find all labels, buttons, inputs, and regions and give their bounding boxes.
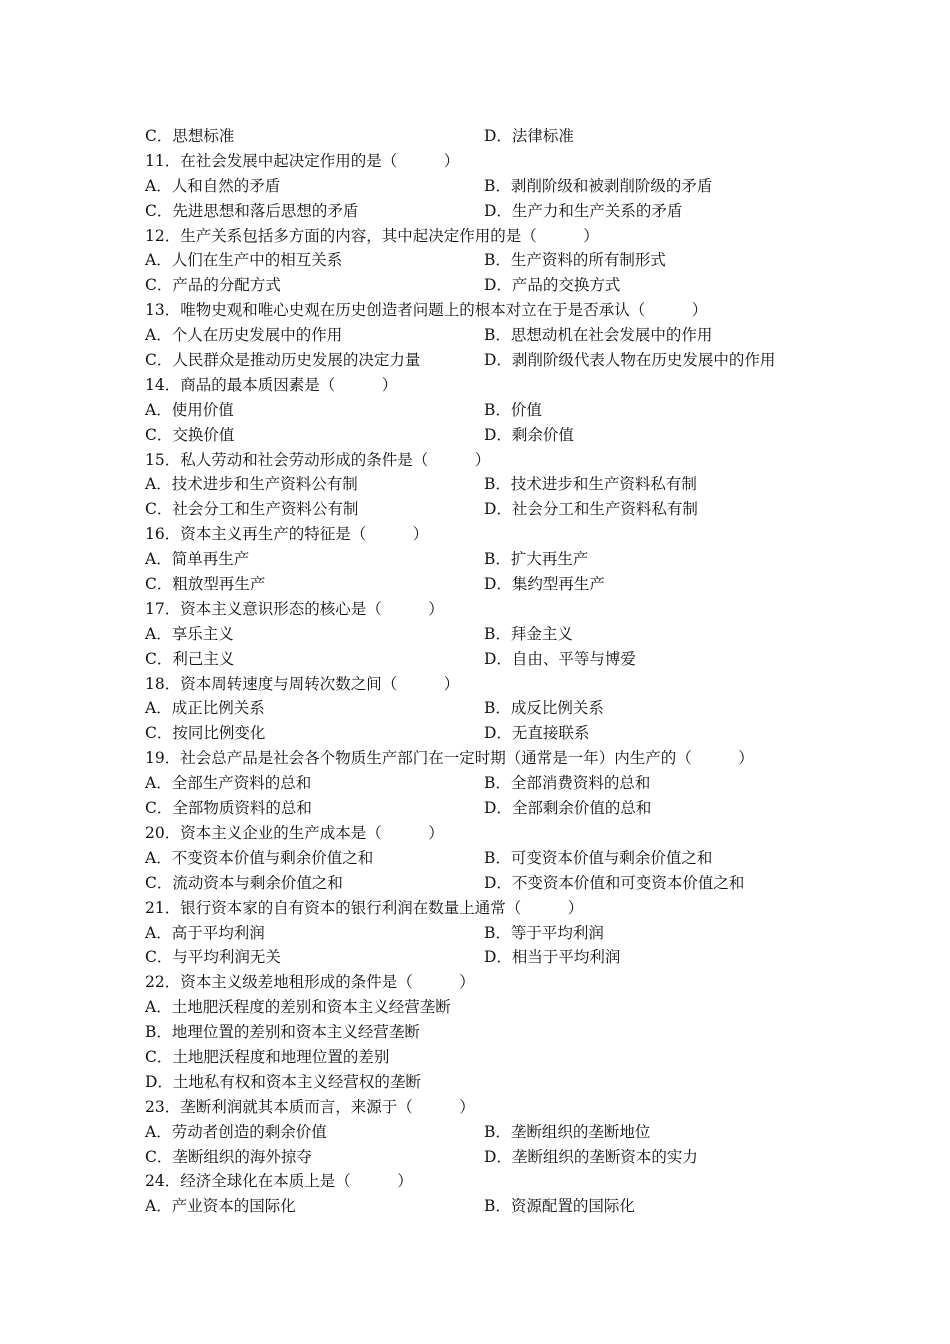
question-text: 15．私人劳动和社会劳动形成的条件是（ ）	[145, 450, 491, 469]
option-row	[145, 921, 845, 946]
option-left: C．利己主义	[145, 649, 235, 668]
option-row	[145, 248, 845, 273]
question-text: 23．垄断利润就其本质而言，来源于（ ）	[145, 1097, 475, 1116]
option-row	[145, 1145, 845, 1170]
option-left: A．个人在历史发展中的作用	[145, 326, 343, 345]
option-right: D．集约型再生产	[484, 575, 605, 594]
option-right: B．技术进步和生产资料私有制	[484, 475, 697, 494]
question-line	[145, 1169, 845, 1194]
option-left: C．交换价值	[145, 425, 235, 444]
question-line	[145, 821, 845, 846]
option-right: D．垄断组织的垄断资本的实力	[484, 1147, 698, 1166]
question-line	[145, 597, 845, 622]
question-text: 24．经济全球化在本质上是（ ）	[145, 1172, 413, 1191]
question-line	[145, 373, 845, 398]
question-text: 21．银行资本家的自有资本的银行利润在数量上通常（ ）	[145, 898, 584, 917]
option-left: A．劳动者创造的剩余价值	[145, 1122, 327, 1141]
option-left: C．思想标准	[145, 127, 235, 145]
option-left: C．人民群众是推动历史发展的决定力量	[145, 351, 421, 370]
option-right: D．产品的交换方式	[484, 276, 621, 295]
question-text: B．地理位置的差别和资本主义经营垄断	[145, 1023, 420, 1042]
option-row	[145, 199, 845, 224]
question-text: 20．资本主义企业的生产成本是（ ）	[145, 823, 444, 842]
option-right: D．自由、平等与博爱	[484, 649, 636, 668]
question-line	[145, 672, 845, 697]
exam-document	[145, 124, 845, 1219]
option-left: A．不变资本价值与剩余价值之和	[145, 848, 374, 867]
option-row	[145, 771, 845, 796]
option-left: A．使用价值	[145, 400, 234, 419]
option-right: B．资源配置的国际化	[484, 1197, 635, 1216]
option-row	[145, 622, 845, 647]
question-line	[145, 224, 845, 249]
question-line	[145, 746, 845, 771]
question-text: 22．资本主义级差地租形成的条件是（ ）	[145, 973, 475, 992]
question-line	[145, 896, 845, 921]
option-row	[145, 124, 845, 149]
option-left: A．产业资本的国际化	[145, 1197, 296, 1216]
option-row	[145, 696, 845, 721]
option-row	[145, 323, 845, 348]
option-right: D．法律标准	[484, 127, 574, 145]
option-right: B．生产资料的所有制形式	[484, 251, 666, 270]
option-row	[145, 572, 845, 597]
option-right: D．全部剩余价值的总和	[484, 799, 652, 818]
option-right: D．剩余价值	[484, 425, 574, 444]
question-text: D．土地私有权和资本主义经营权的垄断	[145, 1072, 421, 1091]
option-left: A．简单再生产	[145, 550, 250, 569]
question-line	[145, 298, 845, 323]
option-row	[145, 273, 845, 298]
option-right: D．无直接联系	[484, 724, 590, 743]
option-right: B．全部消费资料的总和	[484, 774, 651, 793]
option-right: D．生产力和生产关系的矛盾	[484, 201, 683, 220]
option-left: C．与平均利润无关	[145, 948, 281, 967]
question-line	[145, 149, 845, 174]
question-text: 17．资本主义意识形态的核心是（ ）	[145, 599, 444, 618]
option-right: D．相当于平均利润	[484, 948, 621, 967]
option-row	[145, 945, 845, 970]
option-right: D．剥削阶级代表人物在历史发展中的作用	[484, 351, 776, 370]
option-right: B．垄断组织的垄断地位	[484, 1122, 651, 1141]
question-line	[145, 448, 845, 473]
option-row	[145, 846, 845, 871]
question-text: 13．唯物史观和唯心史观在历史创造者问题上的根本对立在于是否承认（ ）	[145, 301, 708, 320]
option-left: C．垄断组织的海外掠夺	[145, 1147, 312, 1166]
option-left: A．人们在生产中的相互关系	[145, 251, 343, 270]
option-row	[145, 547, 845, 572]
question-line	[145, 522, 845, 547]
option-right: B．成反比例关系	[484, 699, 604, 718]
option-row	[145, 796, 845, 821]
option-left: A．高于平均利润	[145, 923, 265, 942]
option-left: C．产品的分配方式	[145, 276, 281, 295]
option-right: D．不变资本价值和可变资本价值之和	[484, 873, 745, 892]
option-row	[145, 871, 845, 896]
option-left: C．按同比例变化	[145, 724, 266, 743]
question-text: C．土地肥沃程度和地理位置的差别	[145, 1047, 390, 1066]
option-left: A．人和自然的矛盾	[145, 176, 281, 195]
option-right: B．可变资本价值与剩余价值之和	[484, 848, 713, 867]
option-row	[145, 1120, 845, 1145]
option-right: B．扩大再生产	[484, 550, 589, 569]
question-text: 19．社会总产品是社会各个物质生产部门在一定时期（通常是一年）内生产的（ ）	[145, 749, 754, 768]
question-line	[145, 970, 845, 995]
option-row	[145, 348, 845, 373]
option-left: C．全部物质资料的总和	[145, 799, 312, 818]
option-row	[145, 423, 845, 448]
option-left: A．全部生产资料的总和	[145, 774, 312, 793]
option-left: C．粗放型再生产	[145, 575, 266, 594]
option-right: B．剥削阶级和被剥削阶级的矛盾	[484, 176, 713, 195]
question-line	[145, 1045, 845, 1070]
option-row	[145, 174, 845, 199]
question-text: A．土地肥沃程度的差别和资本主义经营垄断	[145, 998, 451, 1017]
question-text: 18．资本周转速度与周转次数之间（ ）	[145, 674, 460, 693]
question-text: 16．资本主义再生产的特征是（ ）	[145, 525, 429, 544]
question-line	[145, 1020, 845, 1045]
option-left: C．社会分工和生产资料公有制	[145, 500, 359, 519]
option-left: A．享乐主义	[145, 624, 234, 643]
option-row	[145, 497, 845, 522]
question-text: 14．商品的最本质因素是（ ）	[145, 375, 398, 394]
option-right: B．等于平均利润	[484, 923, 604, 942]
option-left: A．成正比例关系	[145, 699, 265, 718]
option-right: B．价值	[484, 400, 542, 419]
option-row	[145, 647, 845, 672]
question-line	[145, 1095, 845, 1120]
question-text: 11．在社会发展中起决定作用的是（ ）	[145, 151, 460, 170]
option-row	[145, 398, 845, 423]
option-row	[145, 472, 845, 497]
question-line	[145, 1070, 845, 1095]
option-left: C．流动资本与剩余价值之和	[145, 873, 343, 892]
option-row	[145, 1194, 845, 1219]
option-row	[145, 721, 845, 746]
option-left: C．先进思想和落后思想的矛盾	[145, 201, 359, 220]
option-right: B．思想动机在社会发展中的作用	[484, 326, 713, 345]
option-right: B．拜金主义	[484, 624, 573, 643]
option-right: D．社会分工和生产资料私有制	[484, 500, 698, 519]
question-line	[145, 995, 845, 1020]
question-text: 12．生产关系包括多方面的内容，其中起决定作用的是（ ）	[145, 226, 599, 245]
option-left: A．技术进步和生产资料公有制	[145, 475, 358, 494]
